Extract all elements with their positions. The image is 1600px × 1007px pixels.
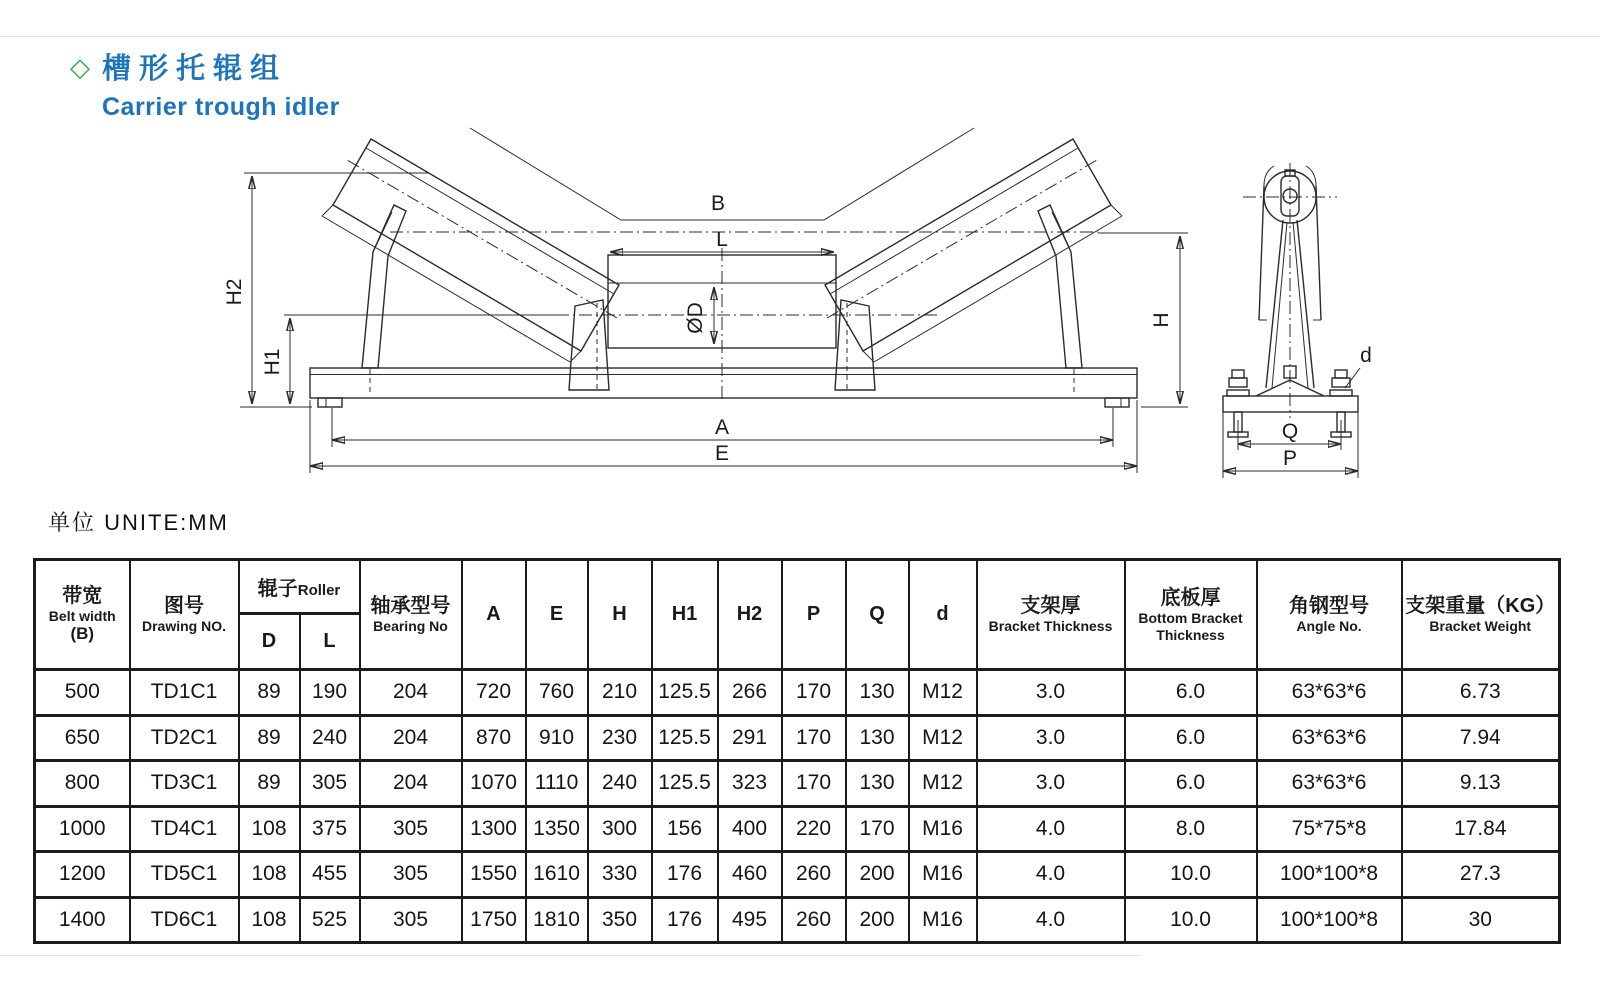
cell: TD3C1 <box>130 761 239 807</box>
table-row <box>35 670 1560 716</box>
roller-zh: 辊子 <box>257 578 298 600</box>
col-bottom-bracket <box>1125 560 1257 670</box>
cell: 156 <box>652 806 718 852</box>
cell: 3.0 <box>977 670 1125 716</box>
cell: 1200 <box>35 852 130 898</box>
cell: 7.94 <box>1402 715 1560 761</box>
col-A: A <box>462 560 526 670</box>
side-view <box>1223 163 1372 478</box>
cell: 204 <box>360 761 462 807</box>
cell: 1110 <box>526 761 588 807</box>
cell: 240 <box>300 715 360 761</box>
cell: 3.0 <box>977 715 1125 761</box>
table-row <box>35 852 1560 898</box>
bearing-en: Bearing No <box>373 618 448 635</box>
dim-label-E: E <box>714 442 730 465</box>
cell: 305 <box>360 852 462 898</box>
cell: 3.0 <box>977 761 1125 807</box>
cell: 720 <box>462 670 526 716</box>
weight-zh: 支架重量（KG） <box>1405 595 1556 618</box>
front-view <box>223 128 1188 473</box>
table-row <box>35 715 1560 761</box>
cell: 1750 <box>462 897 526 943</box>
bracket-thickness-en: Bracket Thickness <box>988 618 1113 635</box>
table-row <box>35 761 1560 807</box>
cell: M16 <box>909 806 977 852</box>
dim-label-L: L <box>716 228 728 251</box>
cell: 6.0 <box>1125 761 1257 807</box>
cell: 130 <box>846 761 909 807</box>
angle-en: Angle No. <box>1296 618 1362 635</box>
cell: 17.84 <box>1402 806 1560 852</box>
col-E: E <box>526 560 588 670</box>
belt-width-zh: 带宽 <box>62 585 103 608</box>
cell: 170 <box>782 715 846 761</box>
cell: 910 <box>526 715 588 761</box>
col-d: d <box>909 560 977 670</box>
table-row <box>35 897 1560 943</box>
cell: 108 <box>239 806 300 852</box>
drawing-no-zh: 图号 <box>164 595 204 618</box>
cell: 200 <box>846 852 909 898</box>
cell: 300 <box>588 806 652 852</box>
cell: 190 <box>300 670 360 716</box>
cell: TD6C1 <box>130 897 239 943</box>
cell: M16 <box>909 897 977 943</box>
roller-en: Roller <box>297 582 341 599</box>
weight-en: Bracket Weight <box>1429 618 1532 635</box>
dim-label-A: A <box>714 416 730 439</box>
cell: 10.0 <box>1125 897 1257 943</box>
cell: 350 <box>588 897 652 943</box>
cell: 125.5 <box>652 715 718 761</box>
cell: 220 <box>782 806 846 852</box>
cell: 210 <box>588 670 652 716</box>
cell: 1810 <box>526 897 588 943</box>
cell: 800 <box>35 761 130 807</box>
angle-zh: 角钢型号 <box>1289 595 1370 618</box>
col-roller-l: L <box>300 614 360 670</box>
cell: 460 <box>718 852 782 898</box>
cell: 760 <box>526 670 588 716</box>
cell: 125.5 <box>652 670 718 716</box>
cell: 63*63*6 <box>1257 761 1402 807</box>
cell: 330 <box>588 852 652 898</box>
cell: TD2C1 <box>130 715 239 761</box>
col-H2: H2 <box>718 560 782 670</box>
cell: 1300 <box>462 806 526 852</box>
cell: 200 <box>846 897 909 943</box>
cell: 170 <box>846 806 909 852</box>
cell: 305 <box>300 761 360 807</box>
cell: 30 <box>1402 897 1560 943</box>
table-row <box>35 806 1560 852</box>
col-bracket-thickness <box>977 560 1125 670</box>
cell: 260 <box>782 897 846 943</box>
col-belt-width <box>35 560 130 670</box>
cell: TD5C1 <box>130 852 239 898</box>
cell: M12 <box>909 715 977 761</box>
cell: 170 <box>782 670 846 716</box>
cell: 375 <box>300 806 360 852</box>
col-P: P <box>782 560 846 670</box>
cell: 525 <box>300 897 360 943</box>
cell: 1000 <box>35 806 130 852</box>
cell: 125.5 <box>652 761 718 807</box>
col-weight <box>1402 560 1560 670</box>
cell: 100*100*8 <box>1257 897 1402 943</box>
cell: 89 <box>239 715 300 761</box>
cell: 6.0 <box>1125 670 1257 716</box>
cell: 305 <box>360 806 462 852</box>
drawing-no-en: Drawing NO. <box>141 618 226 635</box>
col-H1: H1 <box>652 560 718 670</box>
cell: M12 <box>909 670 977 716</box>
cell: 130 <box>846 715 909 761</box>
cell: 27.3 <box>1402 852 1560 898</box>
diamond-icon: ◇ <box>70 52 90 82</box>
cell: 63*63*6 <box>1257 715 1402 761</box>
cell: 100*100*8 <box>1257 852 1402 898</box>
cell: 305 <box>360 897 462 943</box>
cell: 650 <box>35 715 130 761</box>
cell: 130 <box>846 670 909 716</box>
cell: 4.0 <box>977 852 1125 898</box>
cell: 6.0 <box>1125 715 1257 761</box>
cell: 230 <box>588 715 652 761</box>
unit-note: 单位 UNITE:MM <box>48 510 229 535</box>
dim-label-H2: H2 <box>223 278 246 306</box>
cell: 4.0 <box>977 806 1125 852</box>
dim-label-H: H <box>1150 312 1173 328</box>
col-H: H <box>588 560 652 670</box>
cell: 204 <box>360 715 462 761</box>
col-drawing-no <box>130 560 239 670</box>
bottom-bracket-en: Bottom Bracket Thickness <box>1138 610 1243 643</box>
cell: 4.0 <box>977 897 1125 943</box>
col-bearing <box>360 560 462 670</box>
cell: 500 <box>35 670 130 716</box>
page-title-en: Carrier trough idler <box>102 93 340 121</box>
dim-label-d: d <box>1360 344 1372 367</box>
table-body <box>35 670 1560 943</box>
belt-width-en: Belt width <box>48 608 116 625</box>
cell: 495 <box>718 897 782 943</box>
cell: 455 <box>300 852 360 898</box>
cell: 1070 <box>462 761 526 807</box>
belt-width-sub: (B) <box>70 624 95 644</box>
cell: 240 <box>588 761 652 807</box>
col-angle <box>1257 560 1402 670</box>
cell: 266 <box>718 670 782 716</box>
col-Q: Q <box>846 560 909 670</box>
cell: TD4C1 <box>130 806 239 852</box>
cell: 400 <box>718 806 782 852</box>
cell: M12 <box>909 761 977 807</box>
col-roller <box>239 560 360 614</box>
cell: 89 <box>239 761 300 807</box>
cell: 1350 <box>526 806 588 852</box>
cell: 75*75*8 <box>1257 806 1402 852</box>
bracket-thickness-zh: 支架厚 <box>1020 595 1081 618</box>
cell: 176 <box>652 897 718 943</box>
dim-label-Q: Q <box>1281 420 1299 443</box>
cell: 1610 <box>526 852 588 898</box>
cell: 108 <box>239 852 300 898</box>
cell: 1550 <box>462 852 526 898</box>
cell: 1400 <box>35 897 130 943</box>
cell: 8.0 <box>1125 806 1257 852</box>
cell: 870 <box>462 715 526 761</box>
cell: 9.13 <box>1402 761 1560 807</box>
spec-table <box>33 558 1561 944</box>
cell: 108 <box>239 897 300 943</box>
cell: 10.0 <box>1125 852 1257 898</box>
dim-label-H1: H1 <box>261 348 284 376</box>
dim-label-B: B <box>710 192 726 215</box>
col-roller-d: D <box>239 614 300 670</box>
dim-label-P: P <box>1282 447 1298 470</box>
cell: 63*63*6 <box>1257 670 1402 716</box>
bearing-zh: 轴承型号 <box>370 595 451 618</box>
cell: 176 <box>652 852 718 898</box>
cell: 323 <box>718 761 782 807</box>
cell: 291 <box>718 715 782 761</box>
cell: 89 <box>239 670 300 716</box>
cell: 204 <box>360 670 462 716</box>
dim-label-OD: ØD <box>684 302 707 334</box>
cell: M16 <box>909 852 977 898</box>
page-title-zh: 槽形托辊组 <box>102 53 288 85</box>
cell: TD1C1 <box>130 670 239 716</box>
cell: 6.73 <box>1402 670 1560 716</box>
cell: 170 <box>782 761 846 807</box>
bottom-bracket-zh: 底板厚 <box>1160 587 1221 610</box>
cell: 260 <box>782 852 846 898</box>
table-header <box>35 560 1560 670</box>
